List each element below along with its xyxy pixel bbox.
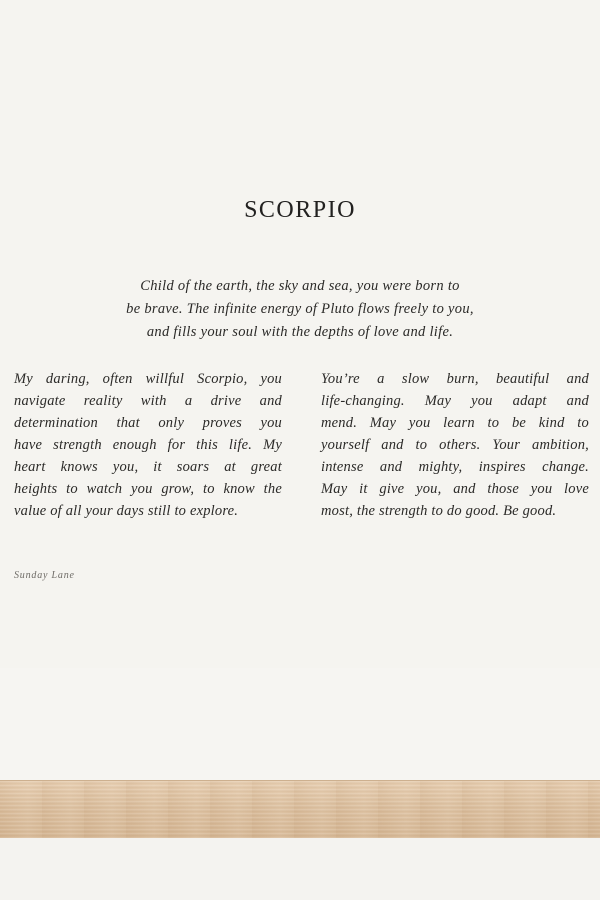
right-verse-line: intense and mighty, inspires change. <box>321 459 589 475</box>
left-verse-line: value of all your days still to explore. <box>14 503 239 519</box>
right-verse-line: May it give you, and those you love <box>321 481 589 497</box>
wooden-hanger-bar <box>0 780 600 840</box>
print-lower-margin <box>0 668 600 780</box>
left-verse-line: have strength enough for this life. My <box>14 437 282 453</box>
intro-line: and fills your soul with the depths of love and life. <box>146 324 454 340</box>
left-verse-line: heights to watch you grow, to know the <box>14 481 282 497</box>
print-title: SCORPIO <box>244 197 356 223</box>
intro-line: Child of the earth, the sky and sea, you were born to <box>140 278 460 294</box>
right-verse-line: yourself and to others. Your ambition, <box>321 437 589 453</box>
left-verse-line: My daring, often willful Scorpio, you <box>14 371 282 387</box>
brand-signature: Sunday Lane <box>14 570 75 581</box>
right-verse-line: most, the strength to do good. Be good. <box>321 503 557 519</box>
right-verse-line: You’re a slow burn, beautiful and <box>321 371 589 387</box>
wall-background <box>0 838 600 900</box>
left-verse-line: heart knows you, it soars at great <box>14 459 282 475</box>
left-verse-column <box>14 368 282 522</box>
intro-verse <box>60 275 540 344</box>
intro-line: be brave. The infinite energy of Pluto flows freely to you, <box>126 301 474 317</box>
right-verse-column <box>321 368 589 522</box>
left-verse-line: navigate reality with a drive and <box>14 393 282 409</box>
right-verse-line: life-changing. May you adapt and <box>321 393 589 409</box>
left-verse-line: determination that only proves you <box>14 415 282 431</box>
right-verse-line: mend. May you learn to be kind to <box>321 415 589 431</box>
